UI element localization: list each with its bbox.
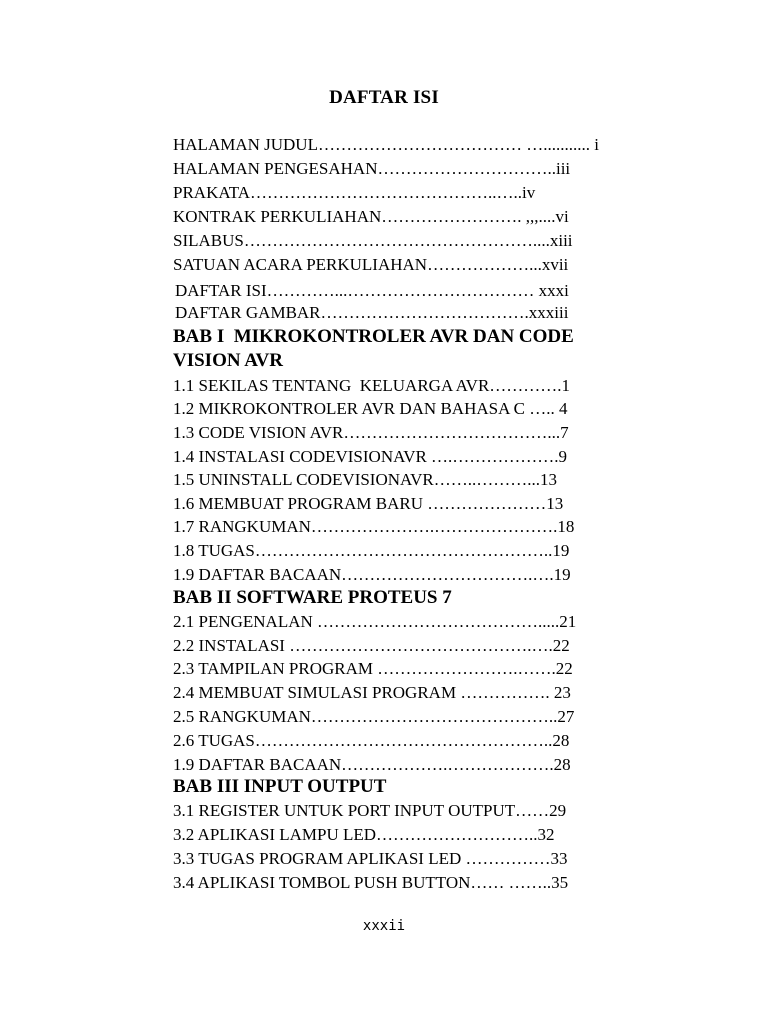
toc-entry: HALAMAN PENGESAHAN…………………………..iii [173, 159, 571, 178]
toc-entry: 3.4 APLIKASI TOMBOL PUSH BUTTON…… ……..35 [173, 873, 569, 892]
toc-chapter-heading: BAB I MIKROKONTROLER AVR DAN CODE [173, 326, 574, 347]
toc-entry: 2.6 TUGAS……………………………………………..28 [173, 731, 570, 750]
toc-entry: 2.1 PENGENALAN ………………………………….....21 [173, 612, 577, 631]
toc-entry: 3.2 APLIKASI LAMPU LED………………………..32 [173, 825, 555, 844]
toc-entry: 1.7 RANGKUMAN………………….………………….18 [173, 517, 575, 536]
toc-entry: 1.5 UNINSTALL CODEVISIONAVR……..………...13 [173, 470, 557, 489]
toc-entry: 2.3 TAMPILAN PROGRAM …………………….…….22 [173, 659, 573, 678]
toc-entry: PRAKATA……………………………………..…..iv [173, 183, 536, 202]
toc-entry: DAFTAR GAMBAR……………………………….xxxiii [175, 303, 569, 322]
toc-entry: 2.4 MEMBUAT SIMULASI PROGRAM ……………. 23 [173, 683, 571, 702]
toc-entry: 1.9 DAFTAR BACAAN……………….……………….28 [173, 755, 571, 774]
toc-chapter-heading: BAB II SOFTWARE PROTEUS 7 [173, 587, 452, 608]
toc-entry: 1.1 SEKILAS TENTANG KELUARGA AVR………….1 [173, 376, 571, 395]
toc-entry: 1.2 MIKROKONTROLER AVR DAN BAHASA C ….. 4 [173, 399, 568, 418]
toc-entry: 3.3 TUGAS PROGRAM APLIKASI LED ……………33 [173, 849, 568, 868]
toc-entry: 1.8 TUGAS……………………………………………..19 [173, 541, 570, 560]
page-title: DAFTAR ISI [329, 87, 439, 108]
toc-entry: KONTRAK PERKULIAHAN……………………. ,,,....vi [173, 207, 569, 226]
toc-entry: 2.2 INSTALASI …………………………………….….22 [173, 636, 570, 655]
toc-entry: 1.9 DAFTAR BACAAN…………………………….….19 [173, 565, 571, 584]
toc-entry: 2.5 RANGKUMAN……………………………………..27 [173, 707, 575, 726]
toc-entry: HALAMAN JUDUL……………………………… …........... i [173, 135, 599, 154]
page-number: xxxii [362, 918, 406, 934]
toc-entry: SILABUS……………………………………………....xiii [173, 231, 573, 250]
toc-entry: 1.6 MEMBUAT PROGRAM BARU …………………13 [173, 494, 564, 513]
toc-entry: 3.1 REGISTER UNTUK PORT INPUT OUTPUT……29 [173, 801, 567, 820]
toc-entry: SATUAN ACARA PERKULIAHAN………………...xvii [173, 255, 569, 274]
toc-entry: DAFTAR ISI…………...…………………………… xxxi [175, 281, 569, 300]
toc-entry: 1.4 INSTALASI CODEVISIONAVR ….……………….9 [173, 447, 568, 466]
toc-chapter-heading: VISION AVR [173, 350, 283, 371]
toc-entry: 1.3 CODE VISION AVR………………………………...7 [173, 423, 569, 442]
toc-chapter-heading: BAB III INPUT OUTPUT [173, 776, 387, 797]
